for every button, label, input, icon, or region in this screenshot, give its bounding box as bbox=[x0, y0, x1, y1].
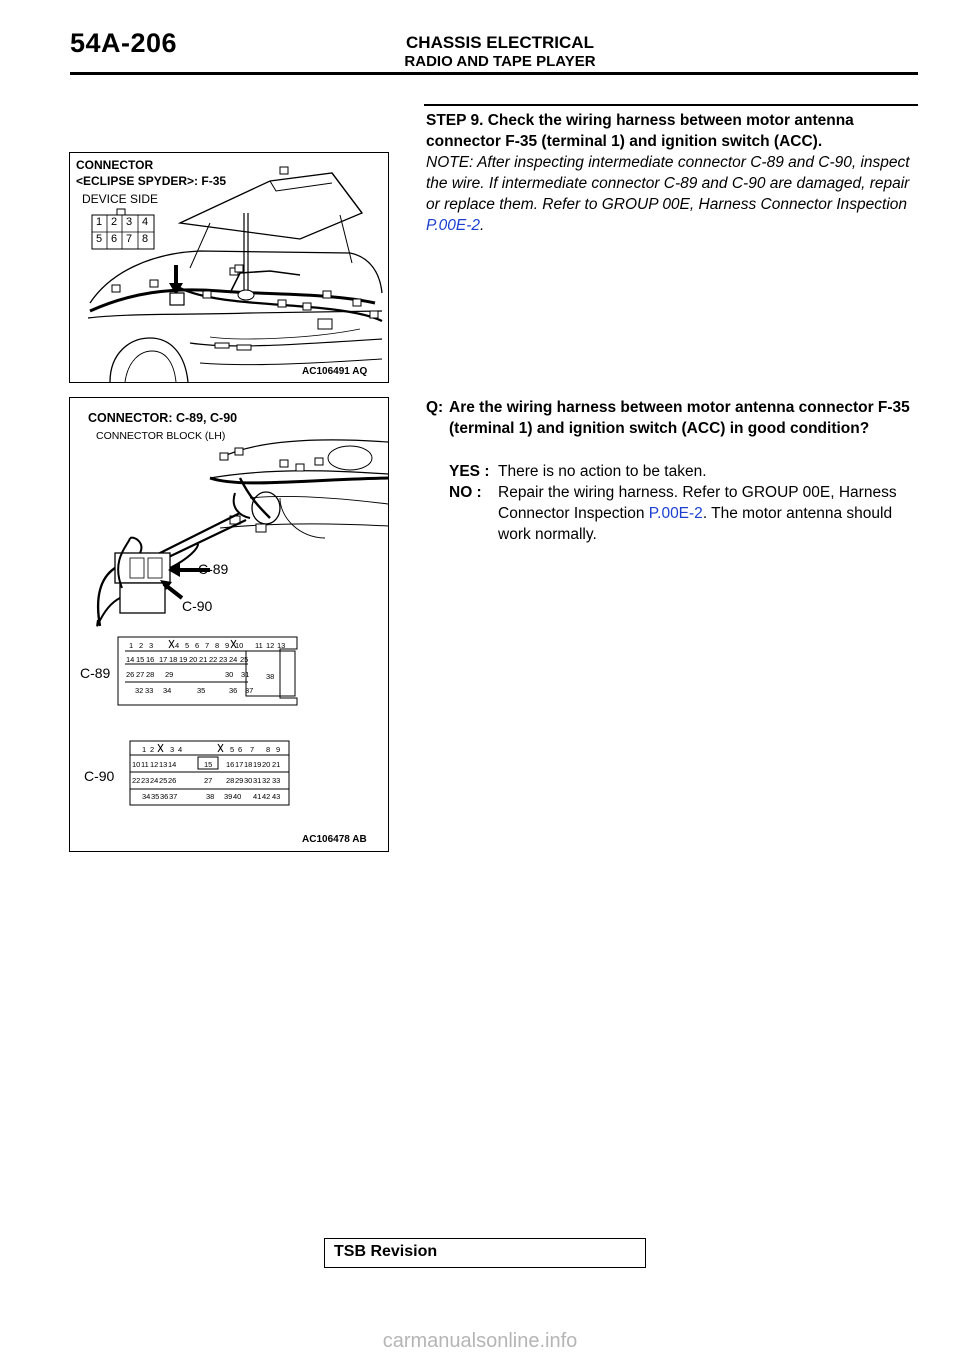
pin: 2 bbox=[139, 641, 144, 650]
pin: 18 bbox=[169, 655, 178, 664]
pin: 9 bbox=[276, 745, 281, 754]
pin: 19 bbox=[253, 760, 262, 769]
pin: 25 bbox=[159, 776, 168, 785]
pin: 6 bbox=[238, 745, 243, 754]
pin: 15 bbox=[204, 760, 213, 769]
pin: 17 bbox=[159, 655, 168, 664]
pin: 4 bbox=[175, 641, 180, 650]
header-title: CHASSIS ELECTRICAL bbox=[406, 33, 594, 52]
pin: 11 bbox=[255, 641, 263, 650]
pin: 12 bbox=[150, 760, 159, 769]
pin: 5 bbox=[96, 233, 103, 245]
no-text-a: Repair the wiring harness. Refer to GROUP 00E, Harness Connector Inspection bbox=[498, 484, 897, 522]
pin: 2 bbox=[150, 745, 155, 754]
pin: 34 bbox=[163, 686, 172, 695]
pin: 6 bbox=[111, 233, 118, 245]
pin: 25 bbox=[240, 655, 249, 664]
tsb-revision-label: TSB Revision bbox=[334, 1243, 438, 1260]
pin: 9 bbox=[225, 641, 230, 650]
label-connector-block: CONNECTOR BLOCK (LH) bbox=[96, 430, 226, 442]
pin: 7 bbox=[205, 641, 210, 650]
no-text-b: . The motor antenna should work normally. bbox=[498, 505, 893, 543]
pin: 16 bbox=[146, 655, 155, 664]
pin: 18 bbox=[244, 760, 253, 769]
pin: 33 bbox=[272, 776, 281, 785]
page-number: 54A-206 bbox=[70, 28, 178, 58]
side-label-c89: C-89 bbox=[80, 665, 111, 681]
callout-c90: C-90 bbox=[182, 598, 213, 614]
no-link[interactable]: P.00E-2 bbox=[648, 505, 703, 522]
pin: 35 bbox=[151, 792, 160, 801]
pin: 8 bbox=[266, 745, 271, 754]
pin: 33 bbox=[145, 686, 154, 695]
pin: 3 bbox=[126, 216, 133, 228]
yes-label: YES : bbox=[449, 463, 490, 480]
pin: 7 bbox=[250, 745, 255, 754]
pin: 41 bbox=[253, 792, 262, 801]
pin: 37 bbox=[245, 686, 254, 695]
pin: 11 bbox=[141, 760, 149, 769]
yes-text: There is no action to be taken. bbox=[498, 463, 707, 480]
pin: 6 bbox=[195, 641, 200, 650]
step-rule bbox=[424, 104, 918, 106]
pin: 26 bbox=[168, 776, 177, 785]
pin: 8 bbox=[142, 233, 149, 245]
pin: 5 bbox=[185, 641, 190, 650]
note-link[interactable]: P.00E-2 bbox=[426, 217, 481, 234]
label-model: <ECLIPSE SPYDER>: F-35 bbox=[76, 174, 227, 188]
pin: 29 bbox=[235, 776, 244, 785]
pin: 1 bbox=[142, 745, 147, 754]
step-title: STEP 9. Check the wiring harness between motor antenna connector F-35 (terminal 1) and ignition switch (ACC). bbox=[426, 112, 854, 150]
pin: 23 bbox=[141, 776, 150, 785]
pin: 4 bbox=[178, 745, 183, 754]
pin: 39 bbox=[224, 792, 233, 801]
pin: 21 bbox=[199, 655, 208, 664]
pin: 30 bbox=[244, 776, 253, 785]
pin: 22 bbox=[132, 776, 141, 785]
pin: 22 bbox=[209, 655, 218, 664]
pin: 8 bbox=[215, 641, 220, 650]
pin: 14 bbox=[168, 760, 177, 769]
pin: 10 bbox=[235, 641, 244, 650]
step-note bbox=[426, 152, 921, 236]
figure-id: AC106478 AB bbox=[302, 834, 367, 845]
pin: 43 bbox=[272, 792, 281, 801]
question-text: Are the wiring harness between motor antenna connector F-35 (terminal 1) and ignition switch (ACC) in good condition? bbox=[449, 399, 910, 437]
pin: 36 bbox=[160, 792, 169, 801]
pin: 20 bbox=[189, 655, 198, 664]
pin: 42 bbox=[262, 792, 271, 801]
pin: 17 bbox=[235, 760, 244, 769]
pin: 15 bbox=[136, 655, 145, 664]
pin: 32 bbox=[262, 776, 271, 785]
side-label-c90: C-90 bbox=[84, 768, 115, 784]
pin: 28 bbox=[146, 670, 155, 679]
pin: 5 bbox=[230, 745, 235, 754]
figure-connector-f35 bbox=[69, 152, 389, 383]
pin: 35 bbox=[197, 686, 206, 695]
pin: 7 bbox=[126, 233, 133, 245]
pin: 3 bbox=[149, 641, 154, 650]
figure-connector-c89-c90 bbox=[69, 397, 389, 852]
pin: 30 bbox=[225, 670, 234, 679]
pin: 23 bbox=[219, 655, 228, 664]
pin: 19 bbox=[179, 655, 188, 664]
pin: 2 bbox=[111, 216, 118, 228]
pin: 10 bbox=[132, 760, 141, 769]
pin: 37 bbox=[169, 792, 178, 801]
label-connector: CONNECTOR: C-89, C-90 bbox=[88, 411, 238, 425]
no-text bbox=[498, 482, 918, 545]
pin: 31 bbox=[241, 670, 250, 679]
header-subtitle: RADIO AND TAPE PLAYER bbox=[404, 53, 596, 70]
pin: 38 bbox=[266, 672, 275, 681]
pin: 28 bbox=[226, 776, 235, 785]
label-connector: CONNECTOR bbox=[76, 158, 154, 172]
pin: 27 bbox=[136, 670, 145, 679]
watermark: carmanualsonline.info bbox=[382, 1330, 578, 1352]
pin: 1 bbox=[129, 641, 134, 650]
pin: 14 bbox=[126, 655, 135, 664]
pin: 12 bbox=[266, 641, 275, 650]
pin: 24 bbox=[150, 776, 159, 785]
pin: 40 bbox=[233, 792, 242, 801]
note-text: NOTE: After inspecting intermediate connector C-89 and C-90, inspect the wire. If intermediate connector C-89 and C-90 are damaged, repair or replace them. Refer to GROUP 00E, Harness Connector Inspection bbox=[426, 154, 910, 213]
pin: 32 bbox=[135, 686, 144, 695]
pin: 31 bbox=[253, 776, 262, 785]
pin: 26 bbox=[126, 670, 135, 679]
pin: 1 bbox=[96, 216, 103, 228]
note-end: . bbox=[480, 217, 485, 234]
pin: 3 bbox=[170, 745, 175, 754]
pin: 34 bbox=[142, 792, 151, 801]
figure-id: AC106491 AQ bbox=[302, 366, 368, 377]
pin: 20 bbox=[262, 760, 271, 769]
pin: 38 bbox=[206, 792, 215, 801]
pin: 24 bbox=[229, 655, 238, 664]
pin: 29 bbox=[165, 670, 174, 679]
callout-c89: C-89 bbox=[198, 561, 229, 577]
pin: 21 bbox=[272, 760, 281, 769]
pin: 4 bbox=[142, 216, 149, 228]
label-device-side: DEVICE SIDE bbox=[82, 192, 159, 206]
pin: 27 bbox=[204, 776, 213, 785]
pin: 36 bbox=[229, 686, 238, 695]
pin: 16 bbox=[226, 760, 235, 769]
no-label: NO : bbox=[449, 484, 482, 501]
header-rule bbox=[70, 72, 918, 75]
pin: 13 bbox=[277, 641, 286, 650]
pin: 13 bbox=[159, 760, 168, 769]
question-label: Q: bbox=[426, 399, 444, 416]
